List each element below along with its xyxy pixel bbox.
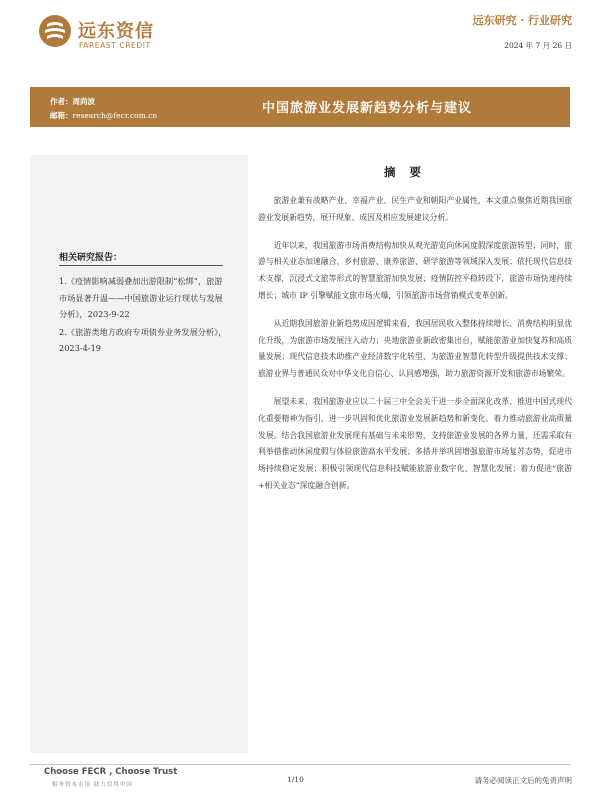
related-reports-list — [59, 273, 229, 358]
company-logo — [38, 12, 188, 52]
author-name: 周尚波 — [72, 97, 95, 106]
brand-name-cn: 远东资信 — [78, 21, 154, 42]
report-category: 远东研究 · 行业研究 — [472, 14, 572, 27]
abstract-paragraph: 近年以来，我国旅游市场消费结构加快从观光游览向休闲度假深度旅游转型；同时，旅游与相关业态加速融合，乡村旅游、康养旅游、研学旅游等领域深入发展；依托现代信息技术支撑，沉浸式文旅等形式的智慧旅游加快发展；疫情防控平稳转段下，旅游市场快速持续增长；城市 IP 引擎赋能文旅市场火爆，引领旅游市场营销模式变革创新。 — [258, 240, 572, 300]
sidebar — [30, 155, 248, 753]
footer-slogan: Choose FECR , Choose Trust — [44, 767, 178, 777]
page-number: 1/10 — [287, 775, 304, 784]
report-date: 2024 年 7 月 26 日 — [504, 41, 572, 50]
report-meta — [473, 12, 573, 51]
author-email[interactable]: research@fecr.com.cn — [72, 111, 158, 120]
related-report-item[interactable]: 1.《疫情影响减弱叠加出游限制“松绑”，旅游市场显著升温——中国旅游业运行现状与发展分析》，2023-9-22 — [59, 276, 223, 319]
fareast-credit-logo-icon — [38, 14, 72, 48]
related-report-item[interactable]: 2.《旅游类地方政府专项债券业务发展分析》，2023-4-19 — [59, 326, 227, 353]
abstract-paragraph: 旅游业兼有战略产业、幸福产业、民生产业和朝阳产业属性，本文重点聚焦近期我国旅游业发展新趋势，展开现象、成因及相应发展建议分析。 — [258, 196, 572, 222]
abstract-body — [258, 193, 572, 506]
footer-divider — [30, 764, 570, 765]
divider — [59, 265, 223, 266]
abstract-paragraph: 展望未来，我国旅游业应以二十届三中全会关于进一步全面深化改革、推进中国式现代化重要精神为指引，进一步巩固和优化旅游业发展新趋势和新变化，着力推动旅游业高质量发展。结合我国旅游业发展现有基础与未来形势，支持旅游业发展的各界力量，还需采取有利举措推动休闲度假与体验旅游高水平发展；多措并举巩固增强旅游市场复苏态势，促进市场持续稳定发展；积极引领现代信息科技赋能旅游业数字化、智慧化发展；着力促进“旅游+相关业态”深度融合创新。 — [258, 396, 572, 490]
related-reports-title: 相关研究报告： — [59, 253, 123, 263]
email-label: 邮箱： — [50, 111, 73, 120]
title-banner — [30, 87, 570, 127]
footer-motto: 服务资本市场 助力信用中国 — [52, 782, 133, 788]
report-title: 中国旅游业发展新趋势分析与建议 — [262, 101, 473, 116]
brand-name-en: FAREAST CREDIT — [79, 41, 151, 50]
abstract-paragraph: 从近期我国旅游业新趋势成因逻辑来看，我国居民收入整体持续增长、消费结构明显优化升级，为旅游市场发展注入动力；央地旅游业新政密集出台，赋能旅游业加快复苏和高质量发展；现代信息技术助推产业经济数字化转型，为旅游业智慧化转型升级提供技术支撑；旅游业界与普通民众对中华文化自信心、认同感增强，助力旅游资源开发和旅游市场繁荣。 — [258, 318, 572, 379]
abstract-heading: 摘 要 — [384, 165, 427, 179]
author-label: 作者： — [50, 97, 73, 106]
disclaimer: 请务必阅读正文后的免责声明 — [474, 776, 572, 785]
email-line — [50, 110, 157, 121]
author-line — [50, 96, 95, 107]
